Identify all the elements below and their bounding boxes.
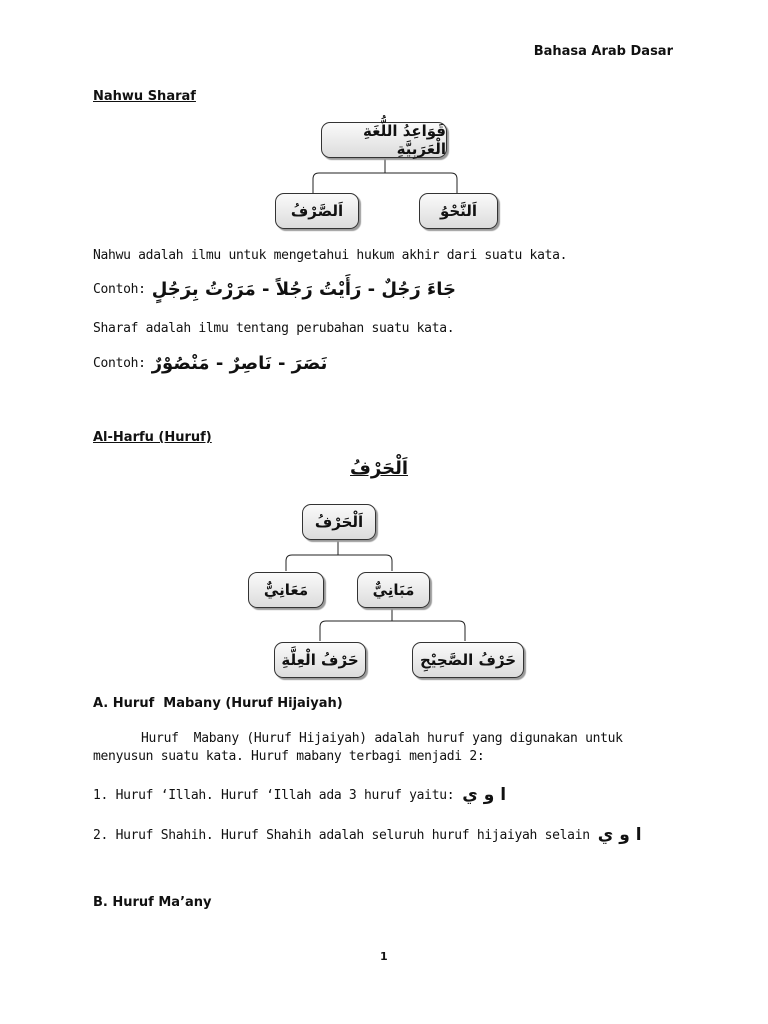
example-nahwu-row (93, 279, 456, 300)
diagram-node-mabany: مَبَانِيٌّ (357, 572, 430, 608)
al-harfu-arabic-heading: اَلْحَرْفُ (350, 458, 409, 479)
example-nahwu-arabic: جَاءَ رَجُلٌ - رَأَيْتُ رَجُلاً - مَرَرْتُ بِرَجُلٍ (151, 279, 456, 300)
list-item-arabic-letters: ا و ي (597, 825, 642, 845)
example-sharaf-row (93, 353, 327, 374)
list-item-arabic-letters: ا و ي (462, 785, 507, 805)
list-item-text: 2. Huruf Shahih. Huruf Shahih adalah seluruh huruf hijaiyah selain (93, 827, 590, 843)
example-sharaf-arabic: نَصَرَ - نَاصِرٌ - مَنْصُوْرٌ (151, 353, 328, 374)
diagram-node-harf-shahih: حَرْفُ الصَّحِيْحِ (412, 642, 524, 678)
diagram-node-harf-illah: حَرْفُ الْعِلَّةِ (274, 642, 366, 678)
diagram-node-al-harf: اَلْحَرْفُ (302, 504, 376, 540)
section-a-heading: A. Huruf Mabany (Huruf Hijaiyah) (93, 696, 343, 711)
example-label: Contoh: (93, 356, 146, 371)
section-a-paragraph-line2: menyusun suatu kata. Huruf mabany terbagi menjadi 2: (93, 749, 485, 764)
document-header-title: Bahasa Arab Dasar (533, 44, 673, 59)
diagram-node-sharaf: اَلصَّرْفُ (275, 193, 359, 229)
diagram-node-maany: مَعَانِيٌّ (248, 572, 324, 608)
section-a-paragraph-line1: Huruf Mabany (Huruf Hijaiyah) adalah huruf yang digunakan untuk (141, 731, 623, 746)
list-item-huruf-illah (93, 785, 506, 805)
diagram-node-qawaid: قَوَاعِدُ اللُّغَةِ الْعَرَبِيَّةِ (321, 122, 447, 158)
example-label: Contoh: (93, 282, 146, 297)
diagram-node-nahwu: اَلنَّحْوُ (419, 193, 498, 229)
section-title-al-harfu: Al-Harfu (Huruf) (93, 430, 212, 445)
section-title-nahwu-sharaf: Nahwu Sharaf (93, 89, 196, 104)
list-item-huruf-shahih (93, 825, 642, 845)
section-b-heading: B. Huruf Ma’any (93, 895, 212, 910)
nahwu-definition: Nahwu adalah ilmu untuk mengetahui hukum akhir dari suatu kata. (93, 248, 568, 263)
sharaf-definition: Sharaf adalah ilmu tentang perubahan suatu kata. (93, 321, 455, 336)
page-number: 1 (380, 950, 388, 963)
list-item-text: 1. Huruf ‘Illah. Huruf ‘Illah ada 3 huruf yaitu: (93, 787, 455, 803)
